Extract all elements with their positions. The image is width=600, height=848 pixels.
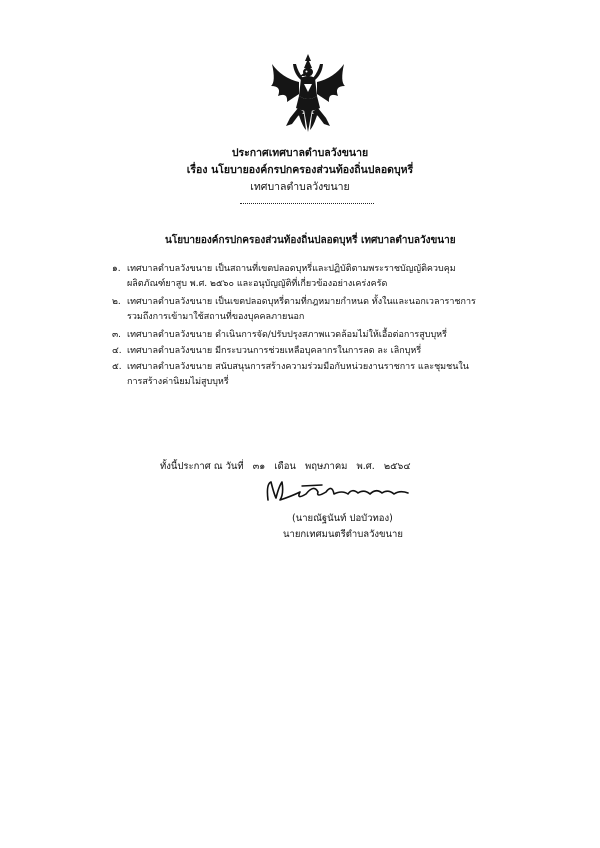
handwritten-signature [262,476,412,506]
announcement-subject: เรื่อง นโยบายองค์กรปกครองส่วนท้องถิ่นปลอดบุหรี่ [186,164,414,176]
policy-text: เทศบาลตำบลวังขนาย เป็นสถานที่เขตปลอดบุหรี่และปฏิบัติตามพระราชบัญญัติควบคุมผลิตภัณฑ์ยาสูบ พ.ศ. ๒๕๖๐ และอนุบัญญัติที่เกี่ยวข้องอย่างเคร่งครัด [127,264,456,289]
announcement-date-line [160,459,417,474]
date-year-label: พ.ศ. [356,461,375,472]
date-month: พฤษภาคม [304,461,348,472]
date-month-label: เดือน [274,461,296,472]
date-year: ๒๕๖๔ [383,461,411,472]
policy-number: ๓. [112,330,122,340]
policy-item [112,360,482,390]
policy-number: ๒. [112,297,121,307]
policy-subtitle: นโยบายองค์กรปกครองส่วนท้องถิ่นปลอดบุหรี่ เทศบาลตำบลวังขนาย [165,235,456,246]
policy-text: เทศบาลตำบลวังขนาย ดำเนินการจัด/ปรับปรุงสภาพแวดล้อมไม่ให้เอื้อต่อการสูบบุหรี่ [127,330,447,340]
garuda-emblem-icon [268,52,348,136]
policy-item [112,328,482,343]
policy-number: ๑. [112,264,121,274]
policy-item [112,344,482,359]
signer-name: (นายณัฐนันท์ ปอบัวทอง) [292,513,393,524]
policy-item [112,295,482,325]
policy-text: เทศบาลตำบลวังขนาย มีกระบวนการช่วยเหลือบุคลากรในการลด ละ เลิกบุหรี่ [127,346,422,356]
policy-number: ๔. [112,346,122,356]
policy-item [112,262,482,292]
announcement-title: ประกาศเทศบาลตำบลวังขนาย [231,147,369,159]
date-day: ๓๑ [252,461,266,472]
policy-text: เทศบาลตำบลวังขนาย เป็นเขตปลอดบุหรี่ตามที่กฎหมายกำหนด ทั้งในและนอกเวลาราชการ รวมถึงการเข้ามาใช้สถานที่ของบุคคลภายนอก [127,297,476,322]
signer-position: นายกเทศมนตรีตำบลวังขนาย [283,529,403,540]
policy-number: ๕. [112,362,122,372]
policy-text: เทศบาลตำบลวังขนาย สนับสนุนการสร้างความร่วมมือกับหน่วยงานราชการ และชุมชนในการสร้างค่านิยมไม่สูบบุหรี่ [127,362,469,387]
dotted-divider [240,203,374,204]
issuing-organization: เทศบาลตำบลวังขนาย [250,181,350,193]
date-prefix: ทั้งนี้ประกาศ ณ วันที่ [160,461,244,472]
